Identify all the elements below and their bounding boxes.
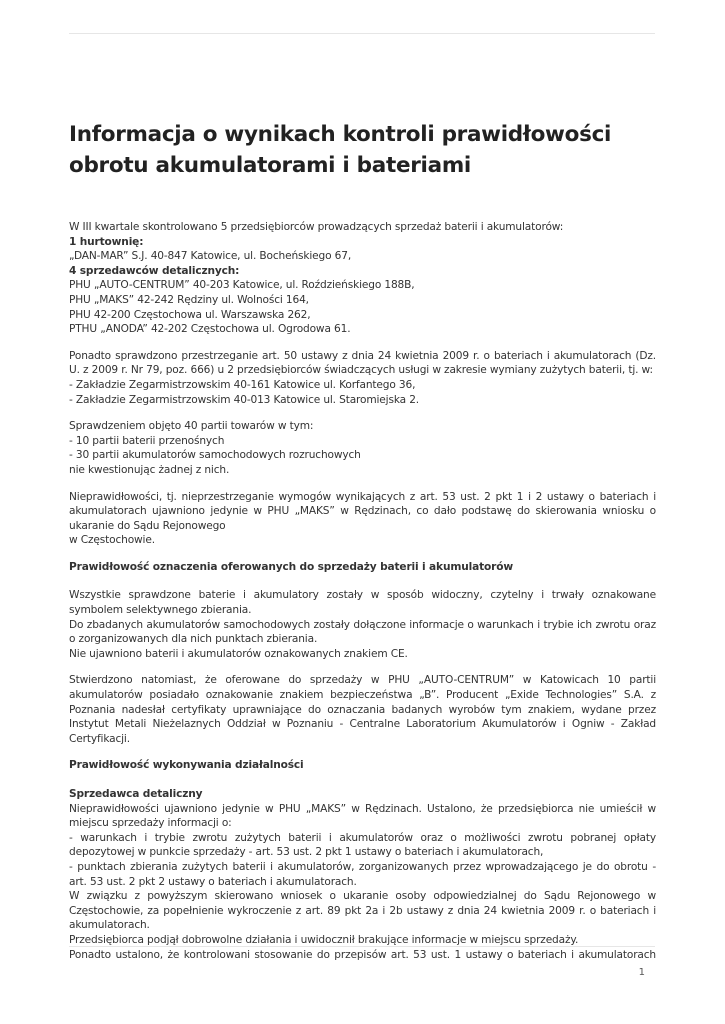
retailer-text: Ponadto ustalono, że kontrolowani stosowanie do przepisów art. 53 ust. 1 ustawy o bateriach i akumulatorach <box>69 948 656 961</box>
scope-line: - 10 partii baterii przenośnych <box>69 434 225 447</box>
page-title: Informacja o wynikach kontroli prawidłowości obrotu akumulatorami i bateriami <box>69 122 612 178</box>
safety-mark-paragraph: Stwierdzono natomiast, że oferowane do sprzedaży w PHU „AUTO-CENTRUM” w Katowicach 10 partii akumulatorów posiadało oznakowanie znakiem bezpieczeństwa „B”. Producent „Exide Technologies” S.A. z Poznania nadesłał certyfikaty uprawniające do oznaczania badanych wyrobów tym znakiem, wydane przez Instytut Metali Nieżelaznych Oddział w Poznaniu - Centralne Laboratorium Akumulatorów i Ogniw - Zakład Certyfikacji. <box>69 674 656 745</box>
retailer-text: W związku z powyższym skierowano wniosek o ukaranie osoby odpowiedzialnej do Sądu Rejonowego w Częstochowie, za popełnienie wykroczenie z art. 89 pkt 2a i 2b ustawy z dnia 24 kwietnia 2009 r. o bateriach i akumulatorach. <box>69 890 656 932</box>
retailer-text: - warunkach i trybie zwrotu zużytych baterii i akumulatorów oraz o możliwości zwrotu pobranej opłaty depozytowej w punkcie sprzedaży - art. 53 ust. 2 pkt 1 ustawy o bateriach i akumulatorach, <box>69 831 656 859</box>
section-heading-marking: Prawidłowość oznaczenia oferowanych do sprzedaży baterii i akumulatorów <box>69 560 513 573</box>
marking-paragraph <box>69 588 656 661</box>
service-text: Ponadto sprawdzono przestrzeganie art. 50 ustawy z dnia 24 kwietnia 2009 r. o bateriach i akumulatorach (Dz. U. z 2009 r. Nr 79, poz. 666) u 2 przedsiębiorców świadczących usługi w zakresie wymiany zużytych baterii, tj. w: <box>69 349 656 377</box>
service-item: - Zakładzie Zegarmistrzowskim 40-161 Katowice ul. Korfantego 36, <box>69 378 416 391</box>
header-divider <box>69 33 655 34</box>
scope-line: - 30 partii akumulatorów samochodowych rozruchowych <box>69 449 361 462</box>
irregularities-text: Nieprawidłowości, tj. nieprzestrzeganie wymogów wynikających z art. 53 ust. 2 pkt 1 i 2 ustawy o bateriach i akumulatorach ujawniono jedynie w PHU „MAKS” w Rędzinach, co dało podstawę do skierowania wniosku o ukaranie do Sądu Rejonowego <box>69 490 656 532</box>
irregularities-tail: w Częstochowie. <box>69 534 155 547</box>
retail-item: PHU „MAKS” 42-242 Rędziny ul. Wolności 164, <box>69 293 309 306</box>
marking-text: Nie ujawniono baterii i akumulatorów oznakowanych znakiem CE. <box>69 647 408 660</box>
document-body <box>69 220 656 962</box>
document-content <box>69 119 656 974</box>
retailer-subheading: Sprzedawca detaliczny <box>69 788 203 800</box>
scope-line: nie kwestionując żadnej z nich. <box>69 463 230 476</box>
retail-item: PTHU „ANODA” 42-202 Częstochowa ul. Ogrodowa 61. <box>69 323 351 336</box>
scope-line: Sprawdzeniem objęto 40 partii towarów w tym: <box>69 420 314 433</box>
marking-text: Wszystkie sprawdzone baterie i akumulatory zostały w sposób widoczny, czytelny i trwały oznakowane symbolem selektywnego zbierania. <box>69 589 656 617</box>
retail-item: PHU „AUTO-CENTRUM” 40-203 Katowice, ul. Roździeńskiego 188B, <box>69 279 415 292</box>
marking-text: Do zbadanych akumulatorów samochodowych zostały dołączone informacje o warunkach i trybie ich zwrotu oraz o zorganizowanych dla nich punktach zbierania. <box>69 618 656 646</box>
retail-item: PHU 42-200 Częstochowa ul. Warszawska 262, <box>69 308 311 321</box>
retailer-paragraph <box>69 787 656 962</box>
intro-line: W III kwartale skontrolowano 5 przedsiębiorców prowadzących sprzedaż baterii i akumulatorów: <box>69 221 564 233</box>
scope-paragraph <box>69 419 656 477</box>
intro-paragraph <box>69 220 656 337</box>
wholesale-item: „DAN-MAR” S.J. 40-847 Katowice, ul. Bocheńskiego 67, <box>69 250 352 263</box>
service-paragraph <box>69 349 656 407</box>
retailer-text: - punktach zbierania zużytych baterii i akumulatorów, zorganizowanych przez wprowadzającego je do obrotu - art. 53 ust. 2 pkt 2 ustawy o bateriach i akumulatorach. <box>69 860 656 888</box>
retailer-text: Przedsiębiorca podjął dobrowolne działania i uwidocznił brakujące informacje w miejscu sprzedaży. <box>69 933 579 946</box>
retail-label: 4 sprzedawców detalicznych: <box>69 264 240 277</box>
irregularities-paragraph <box>69 490 656 548</box>
service-item: - Zakładzie Zegarmistrzowskim 40-013 Katowice ul. Staromiejska 2. <box>69 393 420 406</box>
retailer-text: Nieprawidłowości ujawniono jedynie w PHU „MAKS” w Rędzinach. Ustalono, że przedsiębiorca nie umieścił w miejscu sprzedaży informacji o: <box>69 802 656 830</box>
page-number: 1 <box>638 967 645 978</box>
section-heading-activity: Prawidłowość wykonywania działalności <box>69 759 304 772</box>
wholesale-label: 1 hurtownię: <box>69 235 144 248</box>
footer-divider <box>69 946 655 947</box>
